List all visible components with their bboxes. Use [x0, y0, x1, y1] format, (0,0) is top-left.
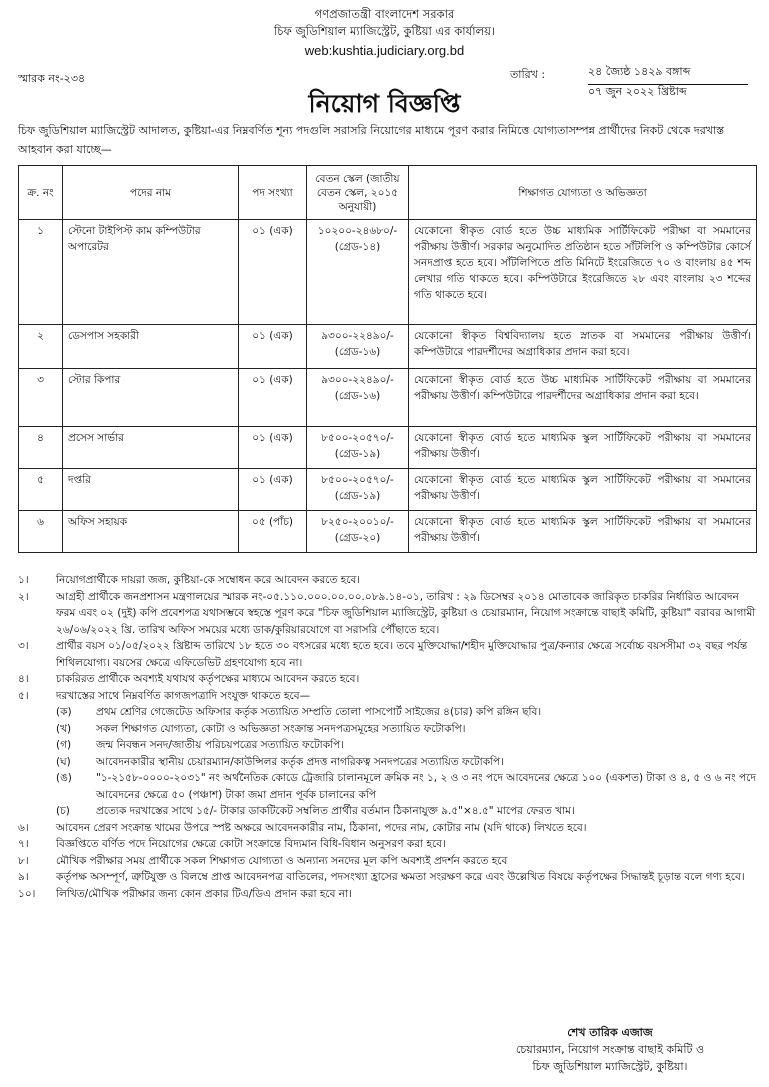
document-text: জন্ম নিবন্ধন সনদ/জাতীয় পরিচয়পত্রের সত্যায়িত ফটোকপি। [96, 739, 344, 751]
row-post: দপ্তরি [63, 469, 239, 511]
row-serial: ১ [19, 220, 63, 325]
row-grade: (গ্রেড-১৬) [334, 390, 381, 402]
row-serial: ৪ [19, 427, 63, 469]
table-row [19, 469, 757, 511]
row-count: ০১ (এক) [239, 369, 307, 427]
table-header-row [19, 166, 757, 220]
condition-text: প্রার্থীর বয়স ০১/০৫/২০২২ খ্রিষ্টাব্দ তারিখে ১৮ হতে ৩০ বৎসরের মধ্যে হতে হবে। তবে মুক্তিযোদ্ধা/শহীদ মুক্তিযোদ্ধার পুত্র/কন্যার ক্ষেত্রে সর্বোচ্চ বয়সসীমা ৩২ বছর পর্যন্ত শিথিলযোগ্য। বয়সের ক্ষেত্রে এফিডেভিট গ্রহণযোগ্য হবে না। [56, 640, 748, 669]
header-scale: বেতন স্কেল (জাতীয় বেতন স্কেল, ২০১৫ অনুযায়ী) [307, 166, 409, 220]
row-scale [307, 369, 409, 427]
condition-number: ৯। [18, 871, 29, 883]
notice-title: নিয়োগ বিজ্ঞপ্তি [308, 89, 461, 118]
condition-item [18, 589, 758, 639]
signatory-designation-2: চিফ জুডিশিয়াল ম্যাজিস্ট্রেট, কুষ্টিয়া। [532, 1060, 688, 1073]
signatory-designation-1: চেয়ারম্যান, নিয়োগ সংক্রান্ত বাছাই কমিটি ও [515, 1043, 705, 1056]
header-qualification: শিক্ষাগত যোগ্যতা ও অভিজ্ঞতা [409, 166, 757, 220]
document-item [56, 803, 758, 820]
condition-text: আবেদন প্রেরণ সংক্রান্ত খামের উপরে স্পষ্ট অক্ষরে আবেদনকারীর নাম, ঠিকানা, পদের নাম, কোটার নাম (যদি থাকে) লিখতে হবে। [56, 821, 587, 834]
row-post: ডেসপাস সহকারী [63, 325, 239, 369]
row-scale-value: ৯৩০০-২২৪৯০/- [321, 330, 394, 342]
row-scale [307, 469, 409, 511]
condition-number: ২। [18, 590, 29, 603]
condition-item [18, 671, 758, 688]
document-item [56, 721, 758, 738]
document-letter: (ক) [56, 706, 72, 718]
condition-item [18, 820, 758, 837]
condition-number: ৮। [18, 854, 29, 867]
condition-item [18, 836, 758, 853]
condition-number: ৬। [18, 821, 29, 834]
row-qualification: যেকোনো স্বীকৃত বিশ্ববিদ্যালয় হতে স্নাতক বা সমমানের পরীক্ষায় উত্তীর্ণ। কম্পিউটারে পারদর্শীদের অগ্রাধিকার প্রদান করা হবে। [409, 325, 757, 369]
row-qualification: যেকোনো স্বীকৃত বোর্ড হতে মাধ্যমিক স্কুল সার্টিফিকেট পরীক্ষায় বা সমমানের পরীক্ষায় উত্তীর্ণ। [409, 427, 757, 469]
row-qualification: যেকোনো স্বীকৃত বোর্ড হতে উচ্চ মাধ্যমিক সার্টিফিকেট পরীক্ষায় বা সমমানের পরীক্ষায় উত্তীর্ণ। কম্পিউটারে পারদর্শীদের অগ্রাধিকার প্রদান করা হবে। [409, 369, 757, 427]
row-count: ০৫ (পাঁচ) [239, 511, 307, 553]
row-grade: (গ্রেড-১৯) [334, 490, 381, 502]
row-grade: (গ্রেড-২০) [334, 532, 381, 544]
table-row [19, 427, 757, 469]
row-grade: (গ্রেড-১৬) [334, 346, 381, 358]
row-count: ০১ (এক) [239, 220, 307, 325]
posts-table [18, 165, 757, 553]
row-count: ০১ (এক) [239, 325, 307, 369]
condition-text: দরখাস্তের সাথে নিম্নবর্ণিত কাগজপত্রাদি সংযুক্ত থাকতে হবে— [56, 689, 311, 702]
memo-number: স্মারক নং-২৩৪ [18, 72, 86, 85]
row-scale-value: ৮৫০০-২০৫৭০/- [321, 474, 394, 486]
document-letter: (ঘ) [56, 755, 71, 768]
document-letter: (চ) [56, 805, 70, 817]
document-text: আবেদনকারীর স্থানীয় চেয়ারম্যান/কাউন্সিলর কর্তৃক প্রদত্ত নাগরিকত্ব সনদপত্রের সত্যায়িত ফটোকপি। [96, 755, 504, 768]
document-letter: (ঙ) [56, 772, 72, 784]
conditions-list [18, 572, 758, 902]
header-post: পদের নাম [63, 166, 239, 220]
row-serial: ৬ [19, 511, 63, 553]
document-text: প্রত্যেক দরখাস্তের সাথে ১৫/- টাকার ডাকটিকেট সম্বলিত প্রার্থীর বর্তমান ঠিকানাযুক্ত ৯.৫"×৪.৫" মাপের ফেরত খাম। [96, 805, 575, 817]
condition-item [18, 638, 758, 671]
condition-item [18, 869, 758, 886]
condition-text: আগ্রহী প্রার্থীকে জনপ্রশাসন মন্ত্রণালয়ের স্মারক নং-০৫.১১০.০০০.০০.০০.০৮৯.১৪-০১, তারিখ : ২৯ ডিসেম্বর ২০১৪ মোতাবেক জারিকৃত চাকরির নির্ধারিত আবেদন ফরম এবং ০২ (দুই) কপি প্রবেশপত্র যথাসম্ভবে স্বহস্তে পূরণ করে "চিফ জুডিশিয়াল ম্যাজিস্ট্রেট, কুষ্টিয়া ও চেয়ারম্যান, নিয়োগ সংক্রান্তে বাছাই কমিটি, কুষ্টিয়া" বরাবর আগামী ২৬/০৬/২০২২ খ্রি. তারিখ অফিস সময়ের মধ্যে ডাক/কুরিয়ারযোগে বা সরাসরি পৌঁছাতে হবে। [56, 590, 756, 636]
table-row [19, 325, 757, 369]
table-row [19, 511, 757, 553]
condition-number: ১। [18, 574, 29, 586]
signature-block [460, 1024, 760, 1075]
table-row [19, 369, 757, 427]
condition-item [18, 572, 758, 589]
signatory-name: শেখ তারিক এজাজ [567, 1026, 653, 1039]
row-qualification: যেকোনো স্বীকৃত বোর্ড হতে মাধ্যমিক স্কুল সার্টিফিকেট পরীক্ষায় বা সমমানের পরীক্ষায় উত্তীর্ণ। [409, 469, 757, 511]
condition-item [18, 886, 758, 903]
condition-number: ১০। [18, 887, 36, 900]
date-english: ০৭ জুন ২০২২ খ্রিষ্টাব্দ [588, 85, 687, 98]
row-scale-value: ৮৫০০-২০৫৭০/- [321, 432, 394, 444]
document-letter: (খ) [56, 722, 72, 735]
condition-item [18, 853, 758, 870]
row-qualification: যেকোনো স্বীকৃত বোর্ড হতে মাধ্যমিক স্কুল সার্টিফিকেট পরীক্ষায় বা সমমানের পরীক্ষায় উত্তীর্ণ। [409, 511, 757, 553]
row-grade: (গ্রেড-১৯) [334, 448, 381, 460]
header-serial: ক্র. নং [19, 166, 63, 220]
document-item [56, 737, 758, 754]
office-name: চিফ জুডিশিয়াল ম্যাজিস্ট্রেট, কুষ্টিয়া এর কার্যালয়। [273, 24, 496, 38]
document-text: প্রথম শ্রেণির গেজেটেড অফিসার কর্তৃক সত্যায়িত সম্প্রতি তোলা পাসপোর্ট সাইজের ৪(চার) কপি রঙ্গিন ছবি। [96, 706, 542, 718]
row-post: অফিস সহায়ক [63, 511, 239, 553]
row-scale-value: ৯৩০০-২২৪৯০/- [321, 374, 394, 386]
row-count: ০১ (এক) [239, 427, 307, 469]
row-grade: (গ্রেড-১৪) [334, 241, 381, 253]
document-text: "১-২১৫৮-০০০০-২০৩১" নং অর্থনৈতিক কোডে ট্রেজারি চালানমূলে ক্রমিক নং ১, ২ ও ৩ নং পদে আবেদনের ক্ষেত্রে ১০০ (একশত) টাকা ও ৪, ৫ ও ৬ নং পদে আবেদনের ক্ষেত্রে ৫০ (পঞ্চাশ) টাকা জমা প্রদান পূর্বক চালানের কপি [96, 772, 756, 801]
condition-text: নিয়োগপ্রার্থীকে দায়রা জজ, কুষ্টিয়া-কে সম্বোধন করে আবেদন করতে হবে। [56, 574, 361, 586]
condition-number: ৭। [18, 838, 29, 850]
document-letter: (গ) [56, 739, 72, 751]
condition-text: চাকরিরত প্রার্থীকে অবশ্যই যথাযথ কর্তৃপক্ষের মাধ্যমে আবেদন করতে হবে। [56, 673, 360, 685]
row-post: স্টেনো টাইপিস্ট কাম কম্পিউটার অপারেটর [63, 220, 239, 325]
row-scale-value: ১০২০০-২৪৬৮০/- [317, 225, 398, 237]
document-item [56, 754, 758, 771]
row-scale [307, 427, 409, 469]
date-label: তারিখ : [510, 68, 546, 81]
condition-number: ৪। [18, 673, 29, 685]
row-serial: ২ [19, 325, 63, 369]
condition-text: মৌখিক পরীক্ষার সময় প্রার্থীকে সকল শিক্ষাগত যোগ্যতা ও অন্যান্য সনদের মূল কপি অবশ্যই প্রদর্শন করতে হবে [56, 854, 508, 867]
table-row [19, 220, 757, 325]
row-serial: ৩ [19, 369, 63, 427]
row-scale [307, 325, 409, 369]
condition-text: কর্তৃপক্ষ অসম্পূর্ণ, ত্রুটিযুক্ত ও বিলম্বে প্রাপ্ত আবেদনপত্র বাতিলের, পদসংখ্যা হ্রাসের ক্ষমতা সংরক্ষণ করে এবং উল্লেখিত বিষয়ে কর্তৃপক্ষের সিদ্ধান্তই চূড়ান্ত বলে গণ্য হবে। [56, 871, 745, 883]
govt-name: গণপ্রজাতন্ত্রী বাংলাদেশ সরকার [314, 7, 455, 21]
row-post: স্টোর কিপার [63, 369, 239, 427]
date-bangla: ২৪ জ্যৈষ্ঠ ১৪২৯ বঙ্গাব্দ [588, 63, 748, 85]
office-website: web:kushtia.judiciary.org.bd [304, 43, 465, 58]
row-qualification: যেকোনো স্বীকৃত বোর্ড হতে উচ্চ মাধ্যমিক সার্টিফিকেট পরীক্ষা বা সমমানের পরীক্ষায় উত্তীর্ণ। সরকার অনুমোদিত প্রতিষ্ঠান হতে সাঁটলিপি ও কম্পিউটার কোর্সে সনদপ্রাপ্ত হতে হবে। সাঁটলিপিতে প্রতি মিনিটে ইংরেজিতে ৭০ ও বাংলায় ৪৫ শব্দ লেখার গতি থাকতে হবে। কম্পিউটারে ইংরেজিতে ২৮ এবং বাংলায় ২৩ শব্দের গতি থাকতে হবে। [409, 220, 757, 325]
row-post: প্রসেস সার্ভার [63, 427, 239, 469]
condition-text: লিখিত/মৌখিক পরীক্ষার জন্য কোন প্রকার টিএ/ডিএ প্রদান করা হবে না। [56, 887, 352, 900]
document-item [56, 770, 758, 803]
condition-item [18, 688, 758, 705]
row-count: ০১ (এক) [239, 469, 307, 511]
condition-number: ৫। [18, 689, 29, 702]
intro-paragraph: চিফ জুডিশিয়াল ম্যাজিস্ট্রেট আদালত, কুষ্টিয়া-এর নিম্নবর্ণিত শূন্য পদগুলি সরাসরি নিয়োগের মাধ্যমে পূরণ করার নিমিত্তে যোগ্যতাসম্পন্ন প্রার্থীদের নিকট থেকে দরখাস্ত আহবান করা যাচ্ছে— [18, 124, 725, 156]
document-text: সকল শিক্ষাগত যোগ্যতা, কোটা ও অভিজ্ঞতা সংক্রান্ত সনদপত্রসমূহের সত্যায়িত ফটোকপি। [96, 722, 466, 735]
condition-text: বিজ্ঞপ্তিতে বর্ণিত পদে নিয়োগের ক্ষেত্রে কোটা সংক্রান্তে বিদ্যমান বিধি-বিধান অনুসরণ করা হবে। [56, 838, 446, 850]
row-serial: ৫ [19, 469, 63, 511]
document-item [56, 704, 758, 721]
row-scale-value: ৮২৫০-২০০১০/- [321, 516, 394, 528]
header-count: পদ সংখ্যা [239, 166, 307, 220]
condition-number: ৩। [18, 640, 29, 652]
row-scale [307, 220, 409, 325]
row-scale [307, 511, 409, 553]
